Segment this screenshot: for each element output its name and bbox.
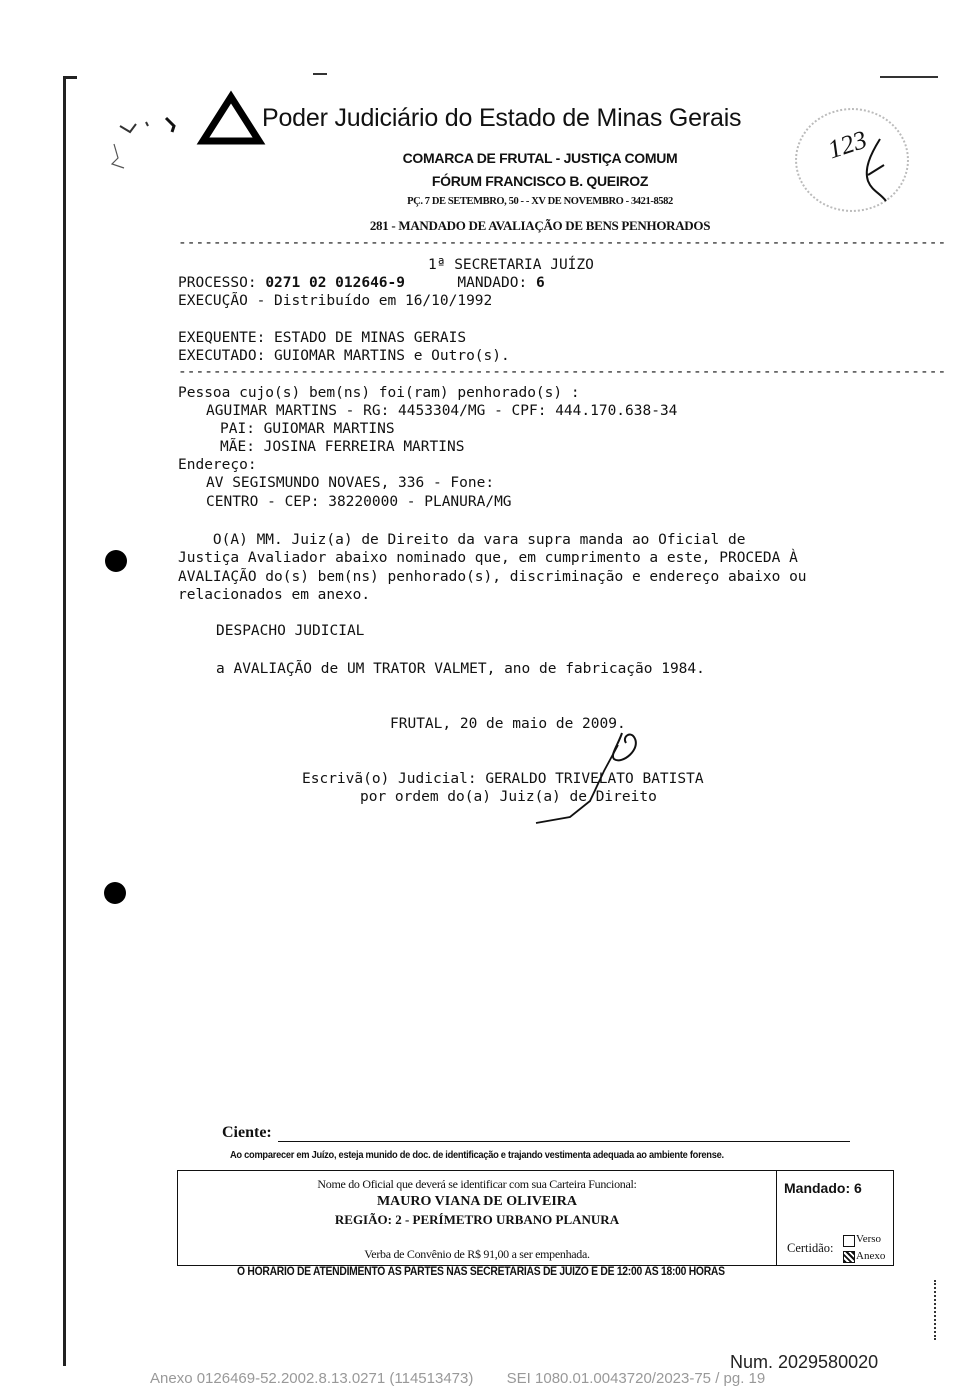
punch-hole-top [105, 550, 127, 572]
margin-scribble-icon [100, 108, 190, 178]
box-divider [776, 1171, 777, 1265]
ciente-signature-line [278, 1141, 850, 1142]
address-line-1: AV SEGISMUNDO NOVAES, 336 - Fone: [206, 475, 495, 491]
forum-address: PÇ. 7 DE SETEMBRO, 50 - - XV DE NOVEMBRO - 3421-8582 [407, 196, 673, 207]
verso-label: Verso [856, 1233, 882, 1245]
address-line-2: CENTRO - CEP: 38220000 - PLANURA/MG [206, 494, 512, 510]
escrivao-line: Escrivã(o) Judicial: GERALDO TRIVELATO BATISTA [302, 771, 704, 787]
processo-line [178, 274, 545, 292]
paragraph-line: Justiça Avaliador abaixo nominado que, em cumprimento a este, PROCEDA À [178, 550, 798, 567]
page-title: Poder Judiciário do Estado de Minas Gerais [262, 104, 742, 132]
mandado-box-label: Mandado: 6 [784, 1180, 862, 1196]
separator-line-2: ---------------------------------------------------------------------------------------- [178, 364, 947, 380]
certidao-label: Certidão: [787, 1241, 834, 1255]
date-line: FRUTAL, 20 de maio de 2009. [390, 716, 626, 732]
person-intro: Pessoa cujo(s) bem(ns) foi(ram) penhorado(s) : [178, 385, 580, 401]
paragraph-line: O(A) MM. Juiz(a) de Direito da vara supra manda ao Oficial de [178, 532, 746, 548]
judiciary-logo-icon [200, 94, 262, 144]
comarca-heading: COMARCA DE FRUTAL - JUSTIÇA COMUM [402, 150, 678, 166]
document-number: Num. 2029580020 [730, 1352, 879, 1372]
handwritten-page-number: 123 [824, 124, 871, 165]
scan-left-border [63, 76, 66, 1366]
despacho-heading: DESPACHO JUDICIAL [216, 623, 365, 639]
paragraph-line: relacionados em anexo. [178, 586, 371, 603]
despacho-text: a AVALIAÇÃO de UM TRATOR VALMET, ano de fabricação 1984. [216, 661, 705, 677]
scan-top-corner [63, 76, 77, 79]
secretaria: 1ª SECRETARIA JUÍZO [428, 257, 594, 273]
execucao-line: EXECUÇÃO - Distribuído em 16/10/1992 [178, 293, 493, 309]
executado-line: EXECUTADO: GUIOMAR MARTINS e Outro(s). [178, 348, 510, 364]
person-mother: MÃE: JOSINA FERREIRA MARTINS [220, 439, 465, 455]
scan-top-right-line [880, 76, 938, 78]
processo-label: PROCESSO: [178, 275, 266, 291]
mandado-label: MANDADO: [457, 275, 536, 291]
ordem-line: por ordem do(a) Juiz(a) de Direito [360, 789, 657, 805]
paragraph-line: AVALIAÇÃO do(s) bem(ns) penhorado(s), discriminação e endereço abaixo ou [178, 568, 807, 585]
mandado-number: 6 [535, 275, 545, 291]
anexo-checkbox[interactable] [843, 1251, 855, 1263]
person-father: PAI: GUIOMAR MARTINS [220, 421, 395, 437]
forensic-attire-note: Ao comparecer em Juízo, esteja munido de doc. de identificação e trajando vestimenta adequada ao ambiente forense. [230, 1150, 724, 1161]
document-type: 281 - MANDADO DE AVALIAÇÃO DE BENS PENHORADOS [369, 218, 711, 233]
punch-hole-bottom [104, 882, 126, 904]
separator-line-1: ---------------------------------------------------------------------------------------- [178, 235, 947, 251]
person-name-line: AGUIMAR MARTINS - RG: 4453304/MG - CPF: 444.170.638-34 [206, 403, 678, 419]
scan-right-edge [934, 1280, 938, 1340]
handwritten-flourish-icon [850, 135, 900, 205]
exequente-line: EXEQUENTE: ESTADO DE MINAS GERAIS [178, 330, 467, 346]
annex-reference: Anexo 0126469-52.2002.8.13.0271 (114513473) SEI 1080.01.0043720/2023-75 / pg. 19 [150, 1370, 766, 1387]
horario-notice: O HORÁRIO DE ATENDIMENTO ÀS PARTES NAS SECRETARIAS DE JUÍZO É DE 12:00 ÀS 18:00 HORAS [237, 1266, 725, 1278]
oficial-name: MAURO VIANA DE OLIVEIRA [376, 1194, 578, 1209]
verba-text: Verba de Convênio de R$ 91,00 a ser empenhada. [364, 1247, 590, 1261]
oficial-label: Nome do Oficial que deverá se identificar com sua Carteira Funcional: [317, 1177, 637, 1191]
processo-number: 0271 02 012646-9 [265, 275, 405, 291]
regiao: REGIÃO: 2 - PERÍMETRO URBANO PLANURA [334, 1212, 620, 1227]
scan-top-line [313, 73, 327, 75]
forum-heading: FÓRUM FRANCISCO B. QUEIROZ [431, 173, 649, 189]
verso-checkbox[interactable] [843, 1235, 855, 1247]
mandate-paragraph [178, 531, 807, 604]
oficial-box [177, 1170, 894, 1266]
endereco-label: Endereço: [178, 457, 257, 473]
anexo-label: Anexo [856, 1250, 886, 1262]
ciente-label: Ciente: [222, 1124, 272, 1141]
